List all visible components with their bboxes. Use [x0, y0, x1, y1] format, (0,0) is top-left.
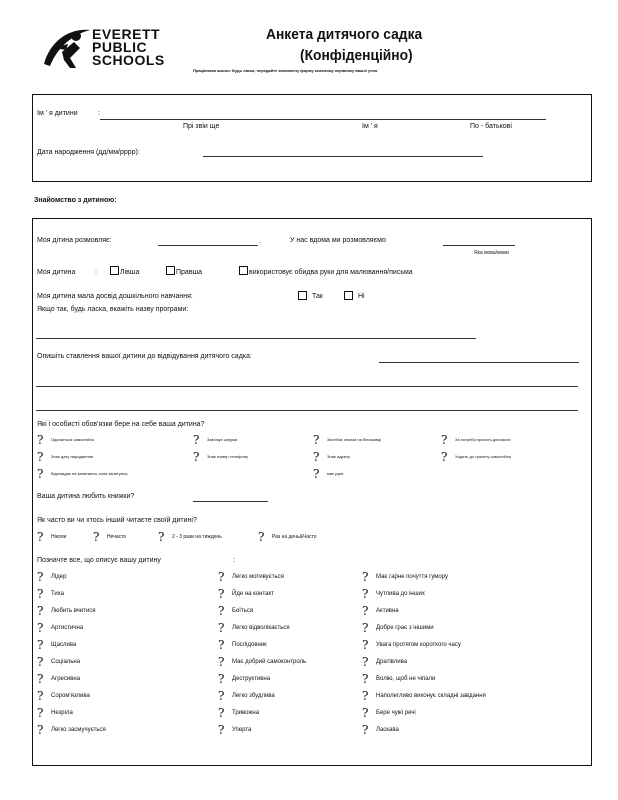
duty-5-label: Знає номер телефону — [207, 454, 248, 459]
duty-10-checkbox[interactable]: ? — [37, 467, 44, 481]
staff-note: Працівники школи: Будь ласка, передайте заповнену форму класному керівнику вашої учня — [193, 68, 378, 73]
trait-3-4-label: Увага протягом короткого часу — [376, 642, 461, 648]
reading-option-1-checkbox[interactable]: ? — [93, 530, 100, 544]
hand-both-label: використовує обидва руки для малювання/письма — [249, 269, 413, 276]
trait-2-1-label: Йде на контакт — [232, 591, 274, 597]
trait-1-7-checkbox[interactable]: ? — [37, 689, 44, 703]
trait-2-2-checkbox[interactable]: ? — [218, 604, 225, 618]
trait-1-1-label: Тиха — [51, 591, 65, 597]
duty-6-checkbox[interactable]: ? — [37, 450, 44, 464]
hand-right-checkbox[interactable] — [166, 266, 175, 275]
trait-2-3-checkbox[interactable]: ? — [218, 621, 225, 635]
trait-1-2-checkbox[interactable]: ? — [37, 604, 44, 618]
logo — [40, 22, 170, 74]
duty-9-checkbox[interactable]: ? — [441, 450, 448, 464]
child-name-label: Ім ' я дитини — [37, 110, 78, 117]
traits-label: Позначте все, що описує вашу дитину — [37, 557, 161, 564]
trait-1-6-checkbox[interactable]: ? — [37, 672, 44, 686]
duty-0-checkbox[interactable]: ? — [37, 433, 44, 447]
trait-1-8-label: Незріла — [51, 710, 73, 716]
page-title: Анкета дитячого садка — [266, 26, 423, 43]
child-name-colon: : — [98, 110, 100, 117]
trait-2-9-label: Уперта — [232, 727, 252, 733]
trait-2-6-checkbox[interactable]: ? — [218, 672, 225, 686]
trait-3-1-label: Чутлива до інших — [376, 591, 425, 597]
preschool-yes-checkbox[interactable] — [298, 291, 307, 300]
reading-option-1-label: Нечасто — [107, 534, 127, 540]
runner-icon — [40, 22, 96, 72]
program-field[interactable] — [36, 338, 476, 339]
period: . — [259, 238, 261, 245]
trait-2-3-label: Легко відволікається — [232, 625, 290, 631]
trait-1-5-checkbox[interactable]: ? — [37, 655, 44, 669]
traits-colon: : — [233, 557, 235, 564]
trait-3-0-checkbox[interactable]: ? — [362, 570, 369, 584]
reading-label: Як часто ви чи хтось інший читаєте своїй дитині? — [37, 517, 197, 524]
trait-3-8-label: Бере чужі речі — [376, 710, 416, 716]
first-name-label: Ім ' я — [362, 123, 378, 130]
attitude-label: Опишіть ставлення вашої дитини до відвідування дитячого садка: — [37, 353, 252, 360]
home-lang-label: У нас вдома ми розмовляємо — [290, 237, 386, 244]
trait-3-1-checkbox[interactable]: ? — [362, 587, 369, 601]
trait-1-0-label: Лідер — [51, 574, 67, 580]
attitude-field-2[interactable] — [36, 386, 578, 387]
reading-option-0-checkbox[interactable]: ? — [37, 530, 44, 544]
trait-1-6-label: Агресивна — [51, 676, 81, 682]
trait-3-2-checkbox[interactable]: ? — [362, 604, 369, 618]
duty-3-checkbox[interactable]: ? — [193, 433, 200, 447]
trait-3-8-checkbox[interactable]: ? — [362, 706, 369, 720]
preschool-no-label: Ні — [358, 293, 365, 300]
duty-8-checkbox[interactable]: ? — [441, 433, 448, 447]
books-label: Ваша дитина любить книжки? — [37, 493, 135, 500]
trait-3-9-label: Ласкава — [376, 727, 399, 733]
trait-1-9-label: Легко засмучується — [51, 727, 106, 733]
duty-0-label: Одягається самостійно — [51, 437, 94, 442]
trait-2-7-label: Легко збудлива — [232, 693, 275, 699]
child-name-field[interactable] — [100, 119, 546, 120]
trait-2-8-label: Тривожна — [232, 710, 260, 716]
dob-label: Дата народження (дд/мм/рррр): — [37, 149, 140, 156]
page-subtitle: (Конфіденційно) — [300, 47, 413, 64]
trait-1-5-label: Соціальна — [51, 659, 81, 665]
trait-3-2-label: Активна — [376, 608, 399, 614]
reading-option-3-checkbox[interactable]: ? — [258, 530, 265, 544]
trait-2-5-label: Має добрий самоконтроль — [232, 659, 307, 665]
trait-1-3-checkbox[interactable]: ? — [37, 621, 44, 635]
duty-11-checkbox[interactable]: ? — [313, 467, 320, 481]
program-label: Якщо так, будь ласка, вкажіть назву програми: — [37, 306, 189, 313]
trait-1-0-checkbox[interactable]: ? — [37, 570, 44, 584]
trait-1-2-label: Любить вчитися — [51, 608, 96, 614]
attitude-field-1[interactable] — [379, 362, 579, 363]
reading-option-2-checkbox[interactable]: ? — [158, 530, 165, 544]
preschool-label: Моя дитина мала досвід дошкільного навчання: — [37, 293, 193, 300]
trait-2-1-checkbox[interactable]: ? — [218, 587, 225, 601]
hand-left-label: Лівша — [120, 269, 140, 276]
trait-3-5-label: Дратівлива — [376, 659, 408, 665]
trait-2-8-checkbox[interactable]: ? — [218, 706, 225, 720]
trait-2-0-label: Легко мотивується — [232, 574, 284, 580]
duty-9-label: Ходить до туалету самостійно — [455, 454, 512, 459]
hand-right-label: Правша — [176, 269, 203, 276]
duty-1-label: Застібає кнопки на блискавці — [327, 437, 381, 442]
trait-3-6-checkbox[interactable]: ? — [362, 672, 369, 686]
books-field[interactable] — [193, 501, 268, 502]
trait-3-7-label: Наполегливо виконує складні завдання — [376, 693, 486, 699]
attitude-field-3[interactable] — [36, 410, 578, 411]
home-lang-note: Яка мова/мови — [474, 250, 509, 256]
trait-2-4-label: Послідовник — [232, 642, 267, 648]
logo-text: EVERETT PUBLIC SCHOOLS — [92, 26, 165, 68]
reading-option-2-label: 2 - 3 рази на тиждень — [172, 534, 222, 540]
child-info-box — [32, 94, 592, 182]
hand-colon: : — [95, 269, 97, 276]
trait-3-3-checkbox[interactable]: ? — [362, 621, 369, 635]
duties-label: Які і особисті обов'язки бере на себе ваша дитина? — [37, 421, 205, 428]
reading-option-3-label: Раз на день&Часто — [272, 534, 317, 540]
trait-2-7-checkbox[interactable]: ? — [218, 689, 225, 703]
hand-label: Моя дитина — [37, 269, 76, 276]
duty-11-label: миє руки — [327, 471, 344, 476]
duty-3-label: Зав'язує шнурки — [207, 437, 238, 442]
trait-1-4-label: Щаслива — [51, 642, 77, 648]
trait-1-9-checkbox[interactable]: ? — [37, 723, 44, 737]
trait-3-0-label: Має гарне почуття гумору — [376, 574, 449, 580]
child-details-box — [32, 218, 592, 766]
trait-2-4-checkbox[interactable]: ? — [218, 638, 225, 652]
trait-3-7-checkbox[interactable]: ? — [362, 689, 369, 703]
duty-4-label: Знає адресу — [327, 454, 351, 459]
trait-1-7-label: Сором'язлива — [51, 693, 90, 699]
duty-1-checkbox[interactable]: ? — [313, 433, 320, 447]
duty-6-label: Знає дату народження — [51, 454, 94, 459]
duty-5-checkbox[interactable]: ? — [193, 450, 200, 464]
trait-1-1-checkbox[interactable]: ? — [37, 587, 44, 601]
trait-3-6-label: Волію, щоб не чіпали — [376, 676, 436, 682]
patronymic-label: По - батькові — [470, 123, 512, 130]
trait-2-5-checkbox[interactable]: ? — [218, 655, 225, 669]
intro-label: Знайомство з дитиною: — [34, 197, 117, 204]
trait-3-3-label: Добре грає з іншими — [376, 625, 434, 631]
preschool-no-checkbox[interactable] — [344, 291, 353, 300]
preschool-yes-label: Так — [312, 293, 323, 300]
trait-1-4-checkbox[interactable]: ? — [37, 638, 44, 652]
home-lang-field[interactable] — [443, 245, 515, 246]
lang-speaks-label: Моя дітина розмовляє: — [37, 237, 112, 244]
trait-3-4-checkbox[interactable]: ? — [362, 638, 369, 652]
trait-2-9-checkbox[interactable]: ? — [218, 723, 225, 737]
reading-option-0-label: Ніколи — [51, 534, 67, 540]
trait-3-9-checkbox[interactable]: ? — [362, 723, 369, 737]
trait-1-3-label: Артистична — [51, 625, 84, 631]
dob-field[interactable] — [203, 156, 483, 157]
trait-2-2-label: Боїться — [232, 608, 254, 614]
trait-3-5-checkbox[interactable]: ? — [362, 655, 369, 669]
lang-speaks-field[interactable] — [158, 245, 258, 246]
surname-label: Прі звіи ще — [183, 123, 220, 130]
duty-8-label: За потреби просить допомоги — [455, 437, 511, 442]
trait-2-0-checkbox[interactable]: ? — [218, 570, 225, 584]
hand-left-checkbox[interactable] — [110, 266, 119, 275]
trait-1-8-checkbox[interactable]: ? — [37, 706, 44, 720]
hand-both-checkbox[interactable] — [239, 266, 248, 275]
duty-4-checkbox[interactable]: ? — [313, 450, 320, 464]
duty-10-label: Відповідає на запитання, коли запитують — [51, 471, 128, 476]
trait-2-6-label: Деструктивна — [232, 676, 271, 682]
